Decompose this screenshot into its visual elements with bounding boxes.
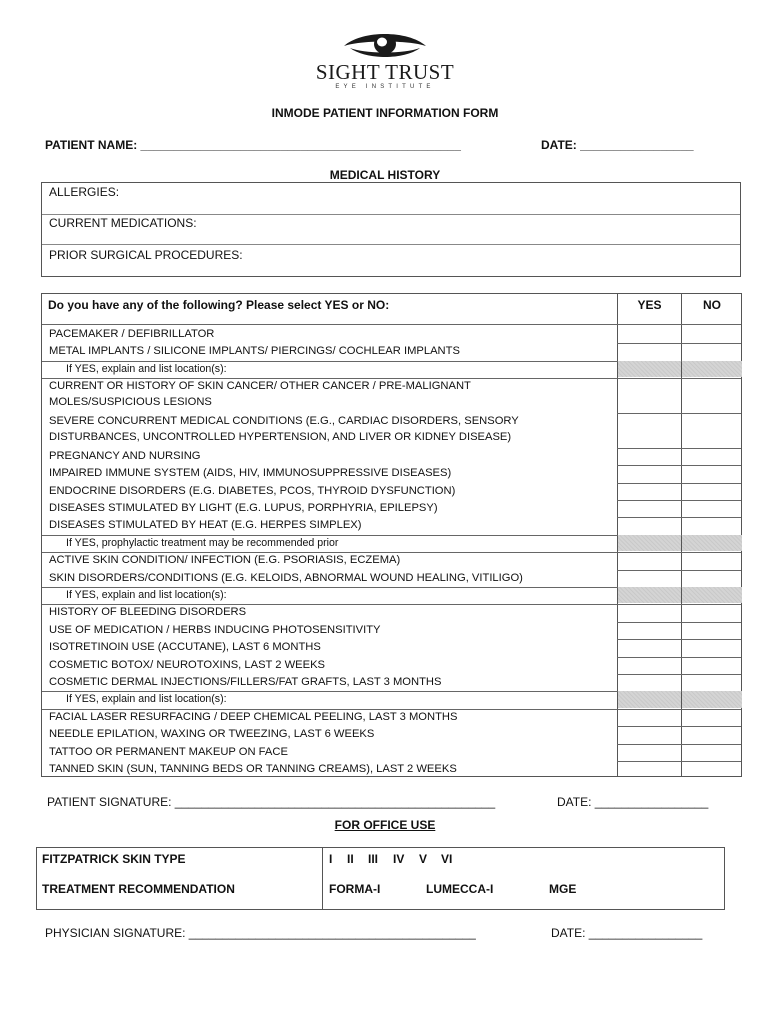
condition-label: TATTOO OR PERMANENT MAKEUP ON FACE	[49, 745, 288, 758]
no-checkbox-cell[interactable]	[682, 483, 742, 499]
condition-label: FACIAL LASER RESURFACING / DEEP CHEMICAL PEELING, LAST 3 MONTHS	[49, 710, 458, 723]
form-title: INMODE PATIENT INFORMATION FORM	[271, 106, 499, 120]
no-column-header: NO	[703, 298, 721, 312]
condition-label: METAL IMPLANTS / SILICONE IMPLANTS/ PIERCINGS/ COCHLEAR IMPLANTS	[49, 345, 460, 358]
condition-label: HISTORY OF BLEEDING DISORDERS	[49, 606, 247, 619]
no-checkbox-cell[interactable]	[682, 674, 742, 690]
no-checkbox-cell[interactable]	[682, 761, 742, 777]
condition-followup-text: If YES, explain and list location(s):	[66, 693, 227, 706]
no-checkbox-cell[interactable]	[682, 378, 742, 412]
no-checkbox-cell[interactable]	[682, 326, 742, 342]
patient-signature-date-field[interactable]: DATE: _________________	[557, 795, 709, 809]
no-checkbox-cell[interactable]	[682, 552, 742, 568]
condition-followup-text: If YES, explain and list location(s):	[66, 362, 227, 375]
skin-type-iii[interactable]: III	[368, 852, 379, 866]
office-use-table	[36, 847, 725, 910]
prior-surgical-procedures-field[interactable]: PRIOR SURGICAL PROCEDURES:	[49, 248, 243, 262]
medical-history-box	[41, 182, 741, 277]
treatment-recommendation-label: TREATMENT RECOMMENDATION	[42, 882, 235, 896]
skin-type-i[interactable]: I	[329, 852, 333, 866]
allergies-field[interactable]: ALLERGIES:	[49, 185, 120, 199]
yes-checkbox-cell	[618, 587, 681, 603]
condition-label: SKIN DISORDERS/CONDITIONS (E.G. KELOIDS, ABNORMAL WOUND HEALING, VITILIGO)	[49, 571, 523, 584]
yes-checkbox-cell[interactable]	[618, 326, 681, 342]
condition-label: IMPAIRED IMMUNE SYSTEM (AIDS, HIV, IMMUNOSUPPRESSIVE DISEASES)	[49, 467, 452, 480]
yes-checkbox-cell[interactable]	[618, 657, 681, 673]
treatment-mge[interactable]: MGE	[549, 882, 577, 896]
no-checkbox-cell[interactable]	[682, 726, 742, 742]
condition-label: DISTURBANCES, UNCONTROLLED HYPERTENSION, AND LIVER OR KIDNEY DISEASE)	[49, 431, 512, 443]
yes-checkbox-cell[interactable]	[618, 761, 681, 777]
yes-checkbox-cell[interactable]	[618, 500, 681, 516]
no-checkbox-cell[interactable]	[682, 622, 742, 638]
condition-label: CURRENT OR HISTORY OF SKIN CANCER/ OTHER CANCER / PRE-MALIGNANT	[49, 380, 471, 393]
skin-type-v[interactable]: V	[419, 852, 428, 866]
yes-checkbox-cell[interactable]	[618, 709, 681, 725]
no-checkbox-cell[interactable]	[682, 448, 742, 464]
yes-checkbox-cell[interactable]	[618, 639, 681, 655]
condition-followup-text: If YES, explain and list location(s):	[66, 589, 227, 601]
skin-type-iv[interactable]: IV	[393, 852, 405, 866]
fitzpatrick-skin-type-label: FITZPATRICK SKIN TYPE	[42, 852, 186, 866]
no-checkbox-cell[interactable]	[682, 744, 742, 760]
yes-checkbox-cell[interactable]	[618, 726, 681, 742]
condition-followup-text: If YES, prophylactic treatment may be recommended prior	[66, 536, 339, 549]
condition-label: ENDOCRINE DISORDERS (E.G. DIABETES, PCOS, THYROID DYSFUNCTION)	[49, 484, 456, 497]
no-checkbox-cell[interactable]	[682, 639, 742, 655]
condition-label: PACEMAKER / DEFIBRILLATOR	[49, 328, 215, 340]
conditions-table	[41, 293, 742, 777]
physician-signature-field[interactable]: PHYSICIAN SIGNATURE: ___________________________________________	[45, 926, 476, 940]
no-checkbox-cell[interactable]	[682, 657, 742, 673]
condition-label: COSMETIC BOTOX/ NEUROTOXINS, LAST 2 WEEKS	[49, 658, 326, 671]
patient-date-field[interactable]: DATE: _________________	[541, 138, 694, 152]
no-checkbox-cell	[682, 361, 742, 377]
medical-history-title: MEDICAL HISTORY	[329, 168, 441, 182]
no-checkbox-cell[interactable]	[682, 413, 742, 447]
condition-label: COSMETIC DERMAL INJECTIONS/FILLERS/FAT GRAFTS, LAST 3 MONTHS	[49, 676, 442, 688]
yes-checkbox-cell[interactable]	[618, 517, 681, 533]
condition-label: USE OF MEDICATION / HERBS INDUCING PHOTOSENSITIVITY	[49, 623, 381, 636]
yes-checkbox-cell[interactable]	[618, 744, 681, 760]
brand-subtitle: EYE INSTITUTE	[335, 84, 435, 90]
condition-label: ACTIVE SKIN CONDITION/ INFECTION (E.G. PSORIASIS, ECZEMA)	[49, 554, 401, 567]
no-checkbox-cell	[682, 535, 742, 551]
skin-type-vi[interactable]: VI	[441, 852, 453, 866]
yes-checkbox-cell[interactable]	[618, 552, 681, 568]
yes-checkbox-cell[interactable]	[618, 378, 681, 412]
yes-checkbox-cell[interactable]	[618, 448, 681, 464]
yes-checkbox-cell[interactable]	[618, 413, 681, 447]
treatment-lumecca-i[interactable]: LUMECCA-I	[426, 882, 494, 896]
yes-checkbox-cell[interactable]	[618, 465, 681, 481]
condition-label: ISOTRETINOIN USE (ACCUTANE), LAST 6 MONTHS	[49, 641, 321, 654]
condition-label: SEVERE CONCURRENT MEDICAL CONDITIONS (E.G., CARDIAC DISORDERS, SENSORY	[49, 415, 519, 427]
yes-checkbox-cell[interactable]	[618, 674, 681, 690]
yes-checkbox-cell[interactable]	[618, 622, 681, 638]
yes-checkbox-cell[interactable]	[618, 570, 681, 586]
no-checkbox-cell	[682, 691, 742, 707]
yes-checkbox-cell	[618, 361, 681, 377]
yes-checkbox-cell[interactable]	[618, 343, 681, 359]
brand-name: SIGHT TRUST	[315, 60, 455, 84]
no-checkbox-cell[interactable]	[682, 709, 742, 725]
skin-type-ii[interactable]: II	[347, 852, 354, 866]
no-checkbox-cell[interactable]	[682, 465, 742, 481]
yes-column-header: YES	[637, 298, 662, 312]
yes-checkbox-cell[interactable]	[618, 604, 681, 620]
yes-checkbox-cell	[618, 535, 681, 551]
conditions-table-header: Do you have any of the following? Please select YES or NO:	[48, 298, 390, 312]
condition-label: DISEASES STIMULATED BY HEAT (E.G. HERPES SIMPLEX)	[49, 519, 362, 532]
no-checkbox-cell[interactable]	[682, 604, 742, 620]
condition-label: TANNED SKIN (SUN, TANNING BEDS OR TANNING CREAMS), LAST 2 WEEKS	[49, 763, 457, 775]
condition-label: DISEASES STIMULATED BY LIGHT (E.G. LUPUS, PORPHYRIA, EPILEPSY)	[49, 502, 438, 514]
no-checkbox-cell[interactable]	[682, 517, 742, 533]
patient-name-field[interactable]: PATIENT NAME: ________________________________________________	[45, 138, 461, 152]
condition-label: PREGNANCY AND NURSING	[49, 449, 201, 462]
yes-checkbox-cell[interactable]	[618, 483, 681, 499]
no-checkbox-cell	[682, 587, 742, 603]
office-use-title: FOR OFFICE USE	[334, 818, 436, 832]
no-checkbox-cell[interactable]	[682, 570, 742, 586]
no-checkbox-cell[interactable]	[682, 343, 742, 359]
patient-signature-field[interactable]: PATIENT SIGNATURE: ________________________________________________	[47, 795, 496, 809]
treatment-forma-i[interactable]: FORMA-I	[329, 882, 381, 896]
no-checkbox-cell[interactable]	[682, 500, 742, 516]
current-medications-field[interactable]: CURRENT MEDICATIONS:	[49, 216, 197, 230]
condition-label: NEEDLE EPILATION, WAXING OR TWEEZING, LAST 6 WEEKS	[49, 728, 375, 741]
yes-checkbox-cell	[618, 691, 681, 707]
condition-label: MOLES/SUSPICIOUS LESIONS	[49, 396, 212, 409]
physician-signature-date-field[interactable]: DATE: _________________	[551, 926, 703, 940]
